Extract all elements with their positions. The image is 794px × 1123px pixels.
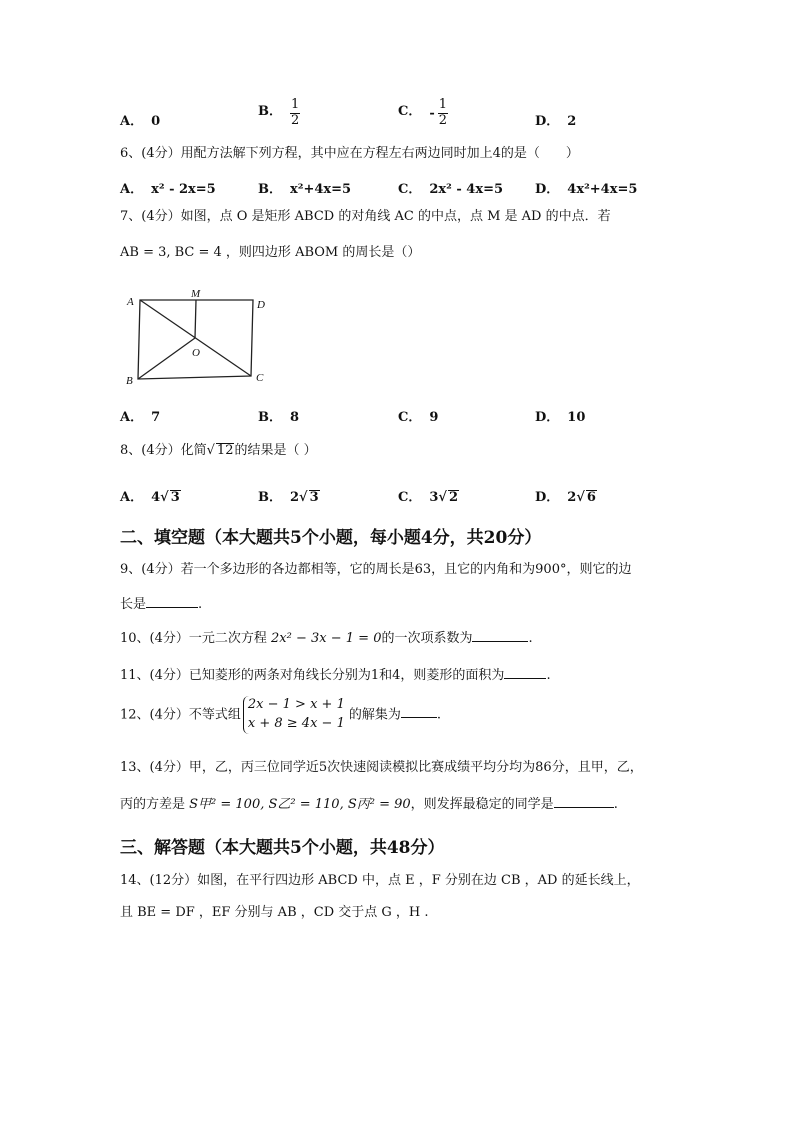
period: .	[198, 597, 203, 612]
option-value: x²+4x=5	[290, 182, 352, 197]
option-value: 10	[567, 410, 586, 425]
coefficient: 2	[567, 490, 577, 505]
coefficient: 3	[429, 490, 439, 505]
label-b: B	[126, 375, 133, 387]
answer-blank[interactable]	[472, 629, 528, 642]
option-value: 8	[290, 410, 300, 425]
q6-stem: 6、(4分）用配方法解下列方程，其中应在方程左右两边同时加上4的是（ ）	[120, 146, 579, 161]
q7-option-c	[398, 406, 438, 425]
radicand: 3	[170, 490, 180, 505]
label-c: C	[256, 372, 264, 384]
option-value: x² - 2x=5	[151, 182, 216, 197]
inequality-2: x + 8 ≥ 4x − 1	[247, 715, 345, 731]
option-label: D．	[535, 490, 560, 505]
answer-blank[interactable]	[146, 595, 198, 608]
answer-blank[interactable]	[504, 666, 546, 679]
rectangle-figure	[118, 283, 278, 391]
fraction	[290, 98, 300, 129]
q8-option-b: B． 2√ 3	[258, 490, 319, 505]
segment-bo	[138, 338, 195, 379]
q9-line2-text: 长是	[120, 597, 147, 612]
numerator: 1	[438, 97, 448, 112]
option-label: D．	[535, 114, 560, 129]
q9-line1: 9、(4分）若一个多边形的各边都相等，它的周长是63，且它的内角和为900°，则它的边	[120, 562, 632, 577]
q11-text: 11、(4分）已知菱形的两条对角线长分别为1和4，则菱形的面积为	[120, 668, 505, 683]
q8-stem: 8、(4分）化简√ 12的结果是（ ）	[120, 443, 317, 458]
q13-line2-prefix: 丙的方差是	[120, 797, 190, 812]
radicand: 3	[309, 490, 319, 505]
option-value: 2	[567, 114, 577, 129]
q6-option-a	[120, 178, 216, 197]
section-heading-solutions: 三、解答题（本大题共5个小题，共48分）	[120, 838, 445, 858]
denominator: 2	[438, 112, 448, 128]
option-label: C．	[398, 182, 422, 197]
q10-suffix: 的一次项系数为	[381, 631, 473, 646]
q12-prefix: 12、(4分）不等式组	[120, 707, 241, 723]
q10-equation: 2x² − 3x − 1 = 0	[271, 631, 382, 646]
period: .	[528, 631, 533, 646]
q13-line1: 13、(4分）甲，乙，丙三位同学近5次快速阅读模拟比赛成绩平均分均为86分，且甲，乙，	[120, 760, 643, 775]
fraction	[438, 98, 448, 129]
option-label: B．	[258, 490, 282, 505]
label-o: O	[192, 347, 200, 359]
q6-option-c	[398, 178, 503, 197]
q12-stem	[120, 696, 441, 734]
option-label: A．	[120, 182, 144, 197]
period: .	[546, 668, 551, 683]
coefficient: 4	[151, 490, 161, 505]
option-label: D．	[535, 182, 560, 197]
q5-option-b	[258, 98, 300, 129]
q6-option-d	[535, 178, 637, 197]
option-label: C．	[398, 410, 422, 425]
denominator: 2	[291, 112, 300, 128]
radicand: 6	[586, 490, 596, 505]
option-value: 0	[151, 114, 161, 129]
q10-prefix: 10、(4分）一元二次方程	[120, 631, 272, 646]
q5-option-d	[535, 110, 576, 129]
q12-suffix: 的解集为	[348, 707, 401, 723]
minus-sign: -	[429, 105, 435, 121]
q5-option-a	[120, 110, 160, 129]
q8-option-d: D． 2√ 6	[535, 490, 596, 505]
q14-line2: 且 BE = DF ，EF 分别与 AB ，CD 交于点 G ，H .	[120, 905, 429, 920]
period: .	[436, 707, 441, 723]
q7-stem-line2: AB = 3, BC = 4 ，则四边形 ABOM 的周长是（）	[120, 245, 421, 260]
option-value: 2x² - 4x=5	[429, 182, 504, 197]
numerator: 1	[291, 97, 300, 112]
q8-option-c: C． 3√ 2	[398, 490, 458, 505]
q8-stem-prefix: 8、(4分）化简	[120, 443, 207, 458]
option-label: A．	[120, 410, 144, 425]
radicand: 2	[448, 490, 458, 505]
q5-option-c	[398, 98, 448, 129]
q7-option-a	[120, 406, 160, 425]
label-a: A	[127, 296, 134, 308]
q13-line2	[120, 795, 618, 813]
q11-stem	[120, 666, 551, 684]
option-value: 4x²+4x=5	[567, 182, 638, 197]
option-label: A．	[120, 490, 144, 505]
q13-line2-suffix: ，则发挥最稳定的同学是	[410, 797, 554, 812]
option-label: B．	[258, 410, 282, 425]
q9-line2	[120, 595, 202, 613]
answer-blank[interactable]	[554, 795, 614, 808]
q6-option-b	[258, 178, 351, 197]
q7-option-b	[258, 406, 299, 425]
answer-blank[interactable]	[401, 705, 437, 718]
inequality-system	[243, 696, 345, 734]
q13-variances: S甲² = 100, S乙² = 110, S丙² = 90	[189, 797, 411, 812]
q7-stem: 7、(4分）如图，点 O 是矩形 ABCD 的对角线 AC 的中点，点 M 是 AD 的中点．若	[120, 209, 611, 224]
q8-stem-suffix: 的结果是（ ）	[234, 443, 317, 458]
option-label: B．	[258, 103, 282, 119]
label-m: M	[191, 288, 201, 300]
label-d: D	[257, 299, 265, 311]
q8-option-a: A． 4√ 3	[120, 490, 180, 505]
option-value: 7	[151, 410, 161, 425]
option-label: B．	[258, 182, 282, 197]
section-heading-fill-in: 二、填空题（本大题共5个小题，每小题4分，共20分）	[120, 528, 542, 548]
coefficient: 2	[290, 490, 300, 505]
option-label: C．	[398, 490, 422, 505]
radicand: 12	[216, 443, 234, 458]
q10-stem	[120, 629, 533, 647]
option-label: D．	[535, 410, 560, 425]
q7-option-d	[535, 406, 585, 425]
option-label: C．	[398, 103, 422, 119]
inequality-1: 2x − 1 > x + 1	[247, 697, 345, 712]
option-value: 9	[429, 410, 439, 425]
option-label: A．	[120, 114, 144, 129]
period: .	[613, 797, 618, 812]
q14-line1: 14、(12分）如图，在平行四边形 ABCD 中，点 E ，F 分别在边 CB ，AD 的延长线上，	[120, 873, 640, 888]
segment-mo	[195, 300, 196, 338]
